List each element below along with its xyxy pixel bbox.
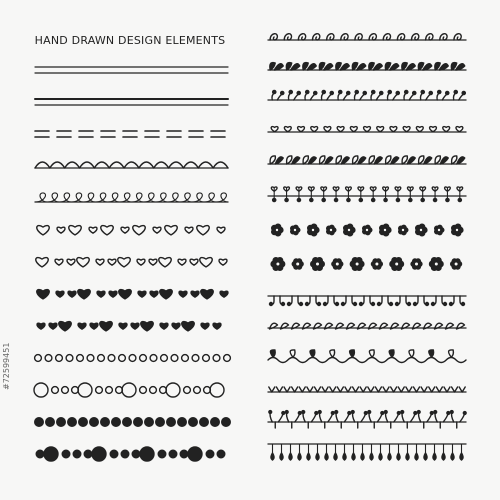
tick-arrow-divider <box>268 387 466 392</box>
title-text: HAND DRAWN DESIGN ELEMENTS <box>34 33 226 47</box>
flower-blossom-divider <box>272 224 463 236</box>
stock-id-watermark: #72599451 <box>2 342 11 390</box>
leaf-sprig-divider <box>268 63 466 70</box>
double-line-divider <box>35 67 228 73</box>
heart-leaf-divider <box>268 127 466 132</box>
flower-daisy-divider <box>271 258 461 271</box>
outline-hearts-mixed-divider <box>37 226 225 235</box>
double-line-divider-heavy <box>35 99 228 105</box>
double-leaf-divider <box>268 156 466 164</box>
filled-hearts-mixed-divider <box>37 290 228 299</box>
hanging-heart-divider <box>268 187 466 202</box>
drop-pendant-divider <box>268 444 466 460</box>
leafy-vine-divider <box>268 350 466 363</box>
outline-circles-mixed-divider <box>34 383 224 397</box>
right-column-dividers <box>268 34 466 460</box>
fern-leaf-divider <box>268 323 466 329</box>
hook-curl-divider <box>268 296 466 306</box>
loop-swirl-divider <box>35 193 228 202</box>
dashed-line-divider <box>35 131 225 137</box>
outline-hearts-alternating-divider <box>36 258 227 267</box>
curl-flourish-divider <box>268 34 466 40</box>
dotted-vine-divider <box>268 90 466 100</box>
filled-dots-mixed-divider <box>36 447 225 461</box>
scallop-arc-divider <box>35 162 228 168</box>
small-outline-circles-divider <box>35 355 231 362</box>
twig-branch-divider <box>268 411 466 428</box>
filled-dots-divider <box>35 418 231 427</box>
filled-hearts-alternating-divider <box>37 322 221 331</box>
left-column-dividers <box>34 67 230 461</box>
